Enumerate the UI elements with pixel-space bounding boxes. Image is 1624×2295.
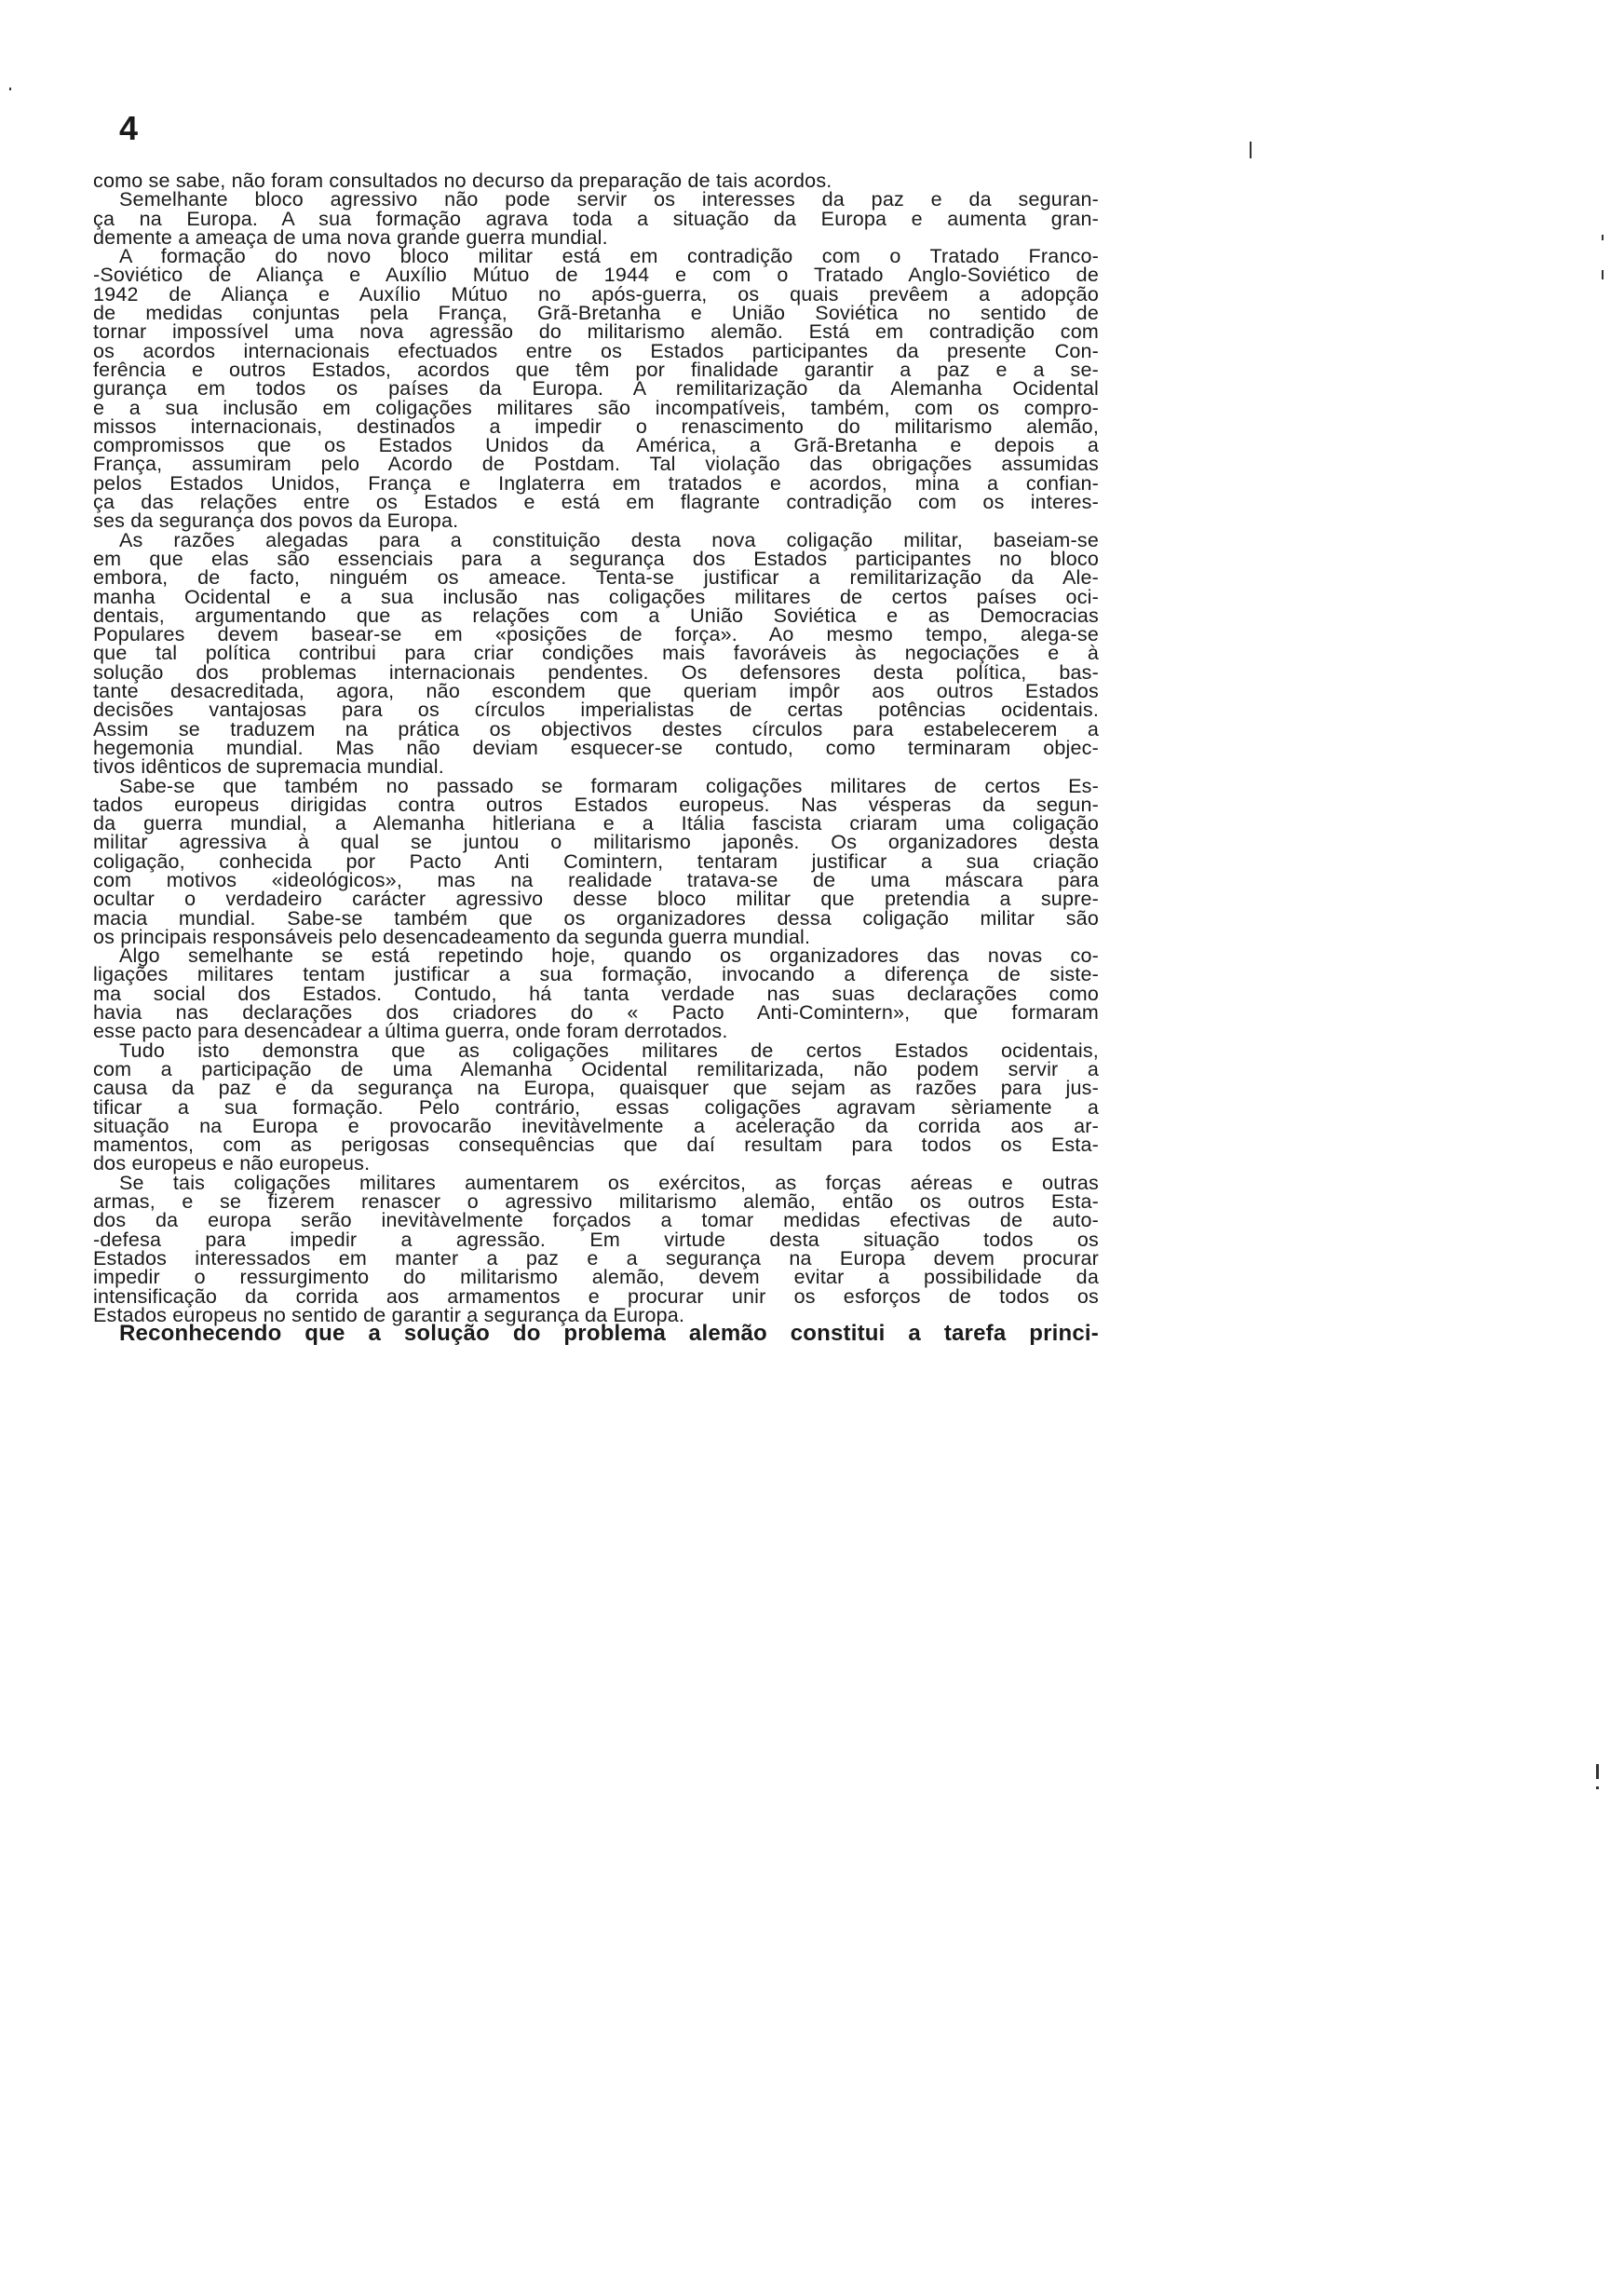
text-line: França, assumiram pelo Acordo de Postdam. Tal violação das obrigações assumidas [93, 453, 1099, 476]
text-line: ses da segurança dos povos da Europa. [93, 509, 459, 533]
text-line: macia mundial. Sabe-se também que os organizadores dessa coligação militar são [93, 906, 1099, 930]
text-line: hegemonia mundial. Mas não deviam esquecer-se contudo, como terminaram objec- [93, 736, 1099, 759]
text-line: As razões alegadas para a constituição desta nova coligação militar, baseiam-se [119, 528, 1099, 551]
text-line: com a participação de uma Alemanha Ocidental remilitarizada, não podem servir a [93, 1057, 1099, 1080]
text-line: A formação do novo bloco militar está em contradição com o Tratado Franco- [119, 245, 1099, 268]
text-line: solução dos problemas internacionais pendentes. Os defensores desta política, bas- [93, 660, 1099, 684]
document-body [93, 170, 1099, 1347]
text-line: dentais, argumentando que as relações com a União Soviética e as Democracias [93, 604, 1099, 627]
text-line: tante desacreditada, agora, não escondem que queriam impôr aos outros Estados [93, 680, 1099, 703]
text-line: esse pacto para desencadear a última guerra, onde foram derrotados. [93, 1020, 728, 1043]
text-line: mamentos, com as perigosas consequências que daí resultam para todos os Esta- [93, 1134, 1099, 1157]
text-line: Tudo isto demonstra que as coligações militares de certos Estados ocidentais, [119, 1039, 1099, 1062]
scan-artifact [1596, 1764, 1599, 1779]
text-line: ça na Europa. A sua formação agrava toda a situação da Europa e aumenta gran- [93, 207, 1099, 230]
text-line: Se tais coligações militares aumentarem os exércitos, as forças aéreas e outras [119, 1171, 1099, 1194]
text-line: ça das relações entre os Estados e está em flagrante contradição com os interes- [93, 491, 1099, 514]
scan-artifact [1596, 1786, 1599, 1789]
scan-artifact [1602, 270, 1604, 279]
text-line: dos da europa serão inevitàvelmente forçados a tomar medidas efectivas de auto- [93, 1209, 1099, 1232]
text-line: -defesa para impedir a agressão. Em virtude desta situação todos os [93, 1228, 1099, 1251]
text-line: Reconhecendo que a solução do problema alemão constitui a tarefa princi- [119, 1321, 1099, 1347]
text-line: tificar a sua formação. Pelo contrário, essas coligações agravam sèriamente a [93, 1095, 1099, 1119]
text-line: situação na Europa e provocarão inevitàvelmente a aceleração da corrida aos ar- [93, 1114, 1099, 1137]
text-line: compromissos que os Estados Unidos da América, a Grã-Bretanha e depois a [93, 434, 1099, 457]
page-number: 4 [119, 109, 139, 147]
text-line: e a sua inclusão em coligações militares são incompatíveis, também, com os compro- [93, 396, 1099, 419]
scan-artifact [9, 88, 11, 90]
text-line: impedir o ressurgimento do militarismo alemão, devem evitar a possibilidade da [93, 1266, 1099, 1289]
text-line: armas, e se fizerem renascer o agressivo militarismo alemão, então os outros Esta- [93, 1190, 1099, 1214]
text-line: Estados interessados em manter a paz e a segurança na Europa devem procurar [93, 1246, 1099, 1270]
text-line: embora, de facto, ninguém os ameace. Tenta-se justificar a remilitarização da Ale- [93, 566, 1099, 590]
text-line: os acordos internacionais efectuados entre os Estados participantes da presente Con- [93, 339, 1099, 362]
text-line: tivos idênticos de supremacia mundial. [93, 755, 444, 779]
text-line: Sabe-se que também no passado se formaram coligações militares de certos Es- [119, 774, 1099, 797]
scan-artifact [1602, 235, 1604, 240]
text-line: Assim se traduzem na prática os objectivos destes círculos para estabelecerem a [93, 717, 1099, 740]
text-line: como se sabe, não foram consultados no decurso da preparação de tais acordos. [93, 170, 832, 192]
text-line: coligação, conhecida por Pacto Anti Comintern, tentaram justificar a sua criação [93, 849, 1099, 873]
text-line: ocultar o verdadeiro carácter agressivo desse bloco militar que pretendia a supre- [93, 888, 1099, 911]
text-line: com motivos «ideológicos», mas na realidade tratava-se de uma máscara para [93, 868, 1099, 891]
text-line: em que elas são essenciais para a segurança dos Estados participantes no bloco [93, 547, 1099, 570]
text-line: intensificação da corrida aos armamentos e procurar unir os esforços de todos os [93, 1284, 1099, 1308]
text-line: Estados europeus no sentido de garantir a segurança da Europa. [93, 1303, 685, 1326]
text-line: -Soviético de Aliança e Auxílio Mútuo de 1944 e com o Tratado Anglo-Soviético de [93, 264, 1099, 287]
text-line: Semelhante bloco agressivo não pode servir os interesses da paz e da seguran- [119, 188, 1099, 211]
text-line: tados europeus dirigidas contra outros Estados europeus. Nas vésperas da segun- [93, 793, 1099, 816]
text-line: tornar impossível uma nova agressão do militarismo alemão. Está em contradição com [93, 320, 1099, 344]
text-line: militar agressiva à qual se juntou o militarismo japonês. Os organizadores desta [93, 831, 1099, 854]
text-line: Algo semelhante se está repetindo hoje, quando os organizadores das novas co- [119, 944, 1099, 968]
text-line: os principais responsáveis pelo desencadeamento da segunda guerra mundial. [93, 925, 811, 948]
text-line: gurança em todos os países da Europa. A remilitarização da Alemanha Ocidental [93, 377, 1099, 401]
text-line: que tal política contribui para criar condições mais favoráveis às negociações e à [93, 642, 1099, 665]
text-line: havia nas declarações dos criadores do « Pacto Anti-Comintern», que formaram [93, 1001, 1099, 1025]
text-line: missos internacionais, destinados a impedir o renascimento do militarismo alemão, [93, 414, 1099, 438]
text-line: Populares devem basear-se em «posições de força». Ao mesmo tempo, alega-se [93, 623, 1099, 646]
text-line: manha Ocidental e a sua inclusão nas coligações militares de certos países oci- [93, 585, 1099, 608]
text-line: ma social dos Estados. Contudo, há tanta verdade nas suas declarações como [93, 982, 1099, 1005]
text-line: ferência e outros Estados, acordos que têm por finalidade garantir a paz e a se- [93, 358, 1099, 381]
text-line: 1942 de Aliança e Auxílio Mútuo no após-guerra, os quais prevêem a adopção [93, 282, 1099, 306]
text-line: causa da paz e da segurança na Europa, quaisquer que sejam as razões para jus- [93, 1077, 1099, 1100]
text-line: demente a ameaça de uma nova grande guerra mundial. [93, 225, 608, 249]
text-line: ligações militares tentam justificar a sua formação, invocando a diferença de siste- [93, 963, 1099, 986]
text-line: da guerra mundial, a Alemanha hitleriana e a Itália fascista criaram uma coligação [93, 812, 1099, 835]
scan-artifact [1250, 142, 1252, 158]
text-line: pelos Estados Unidos, França e Inglaterra em tratados e acordos, mina a confian- [93, 471, 1099, 495]
text-line: decisões vantajosas para os círculos imperialistas de certas potências ocidentais. [93, 699, 1099, 722]
text-line: dos europeus e não europeus. [93, 1152, 371, 1175]
text-line: de medidas conjuntas pela França, Grã-Bretanha e União Soviética no sentido de [93, 302, 1099, 325]
